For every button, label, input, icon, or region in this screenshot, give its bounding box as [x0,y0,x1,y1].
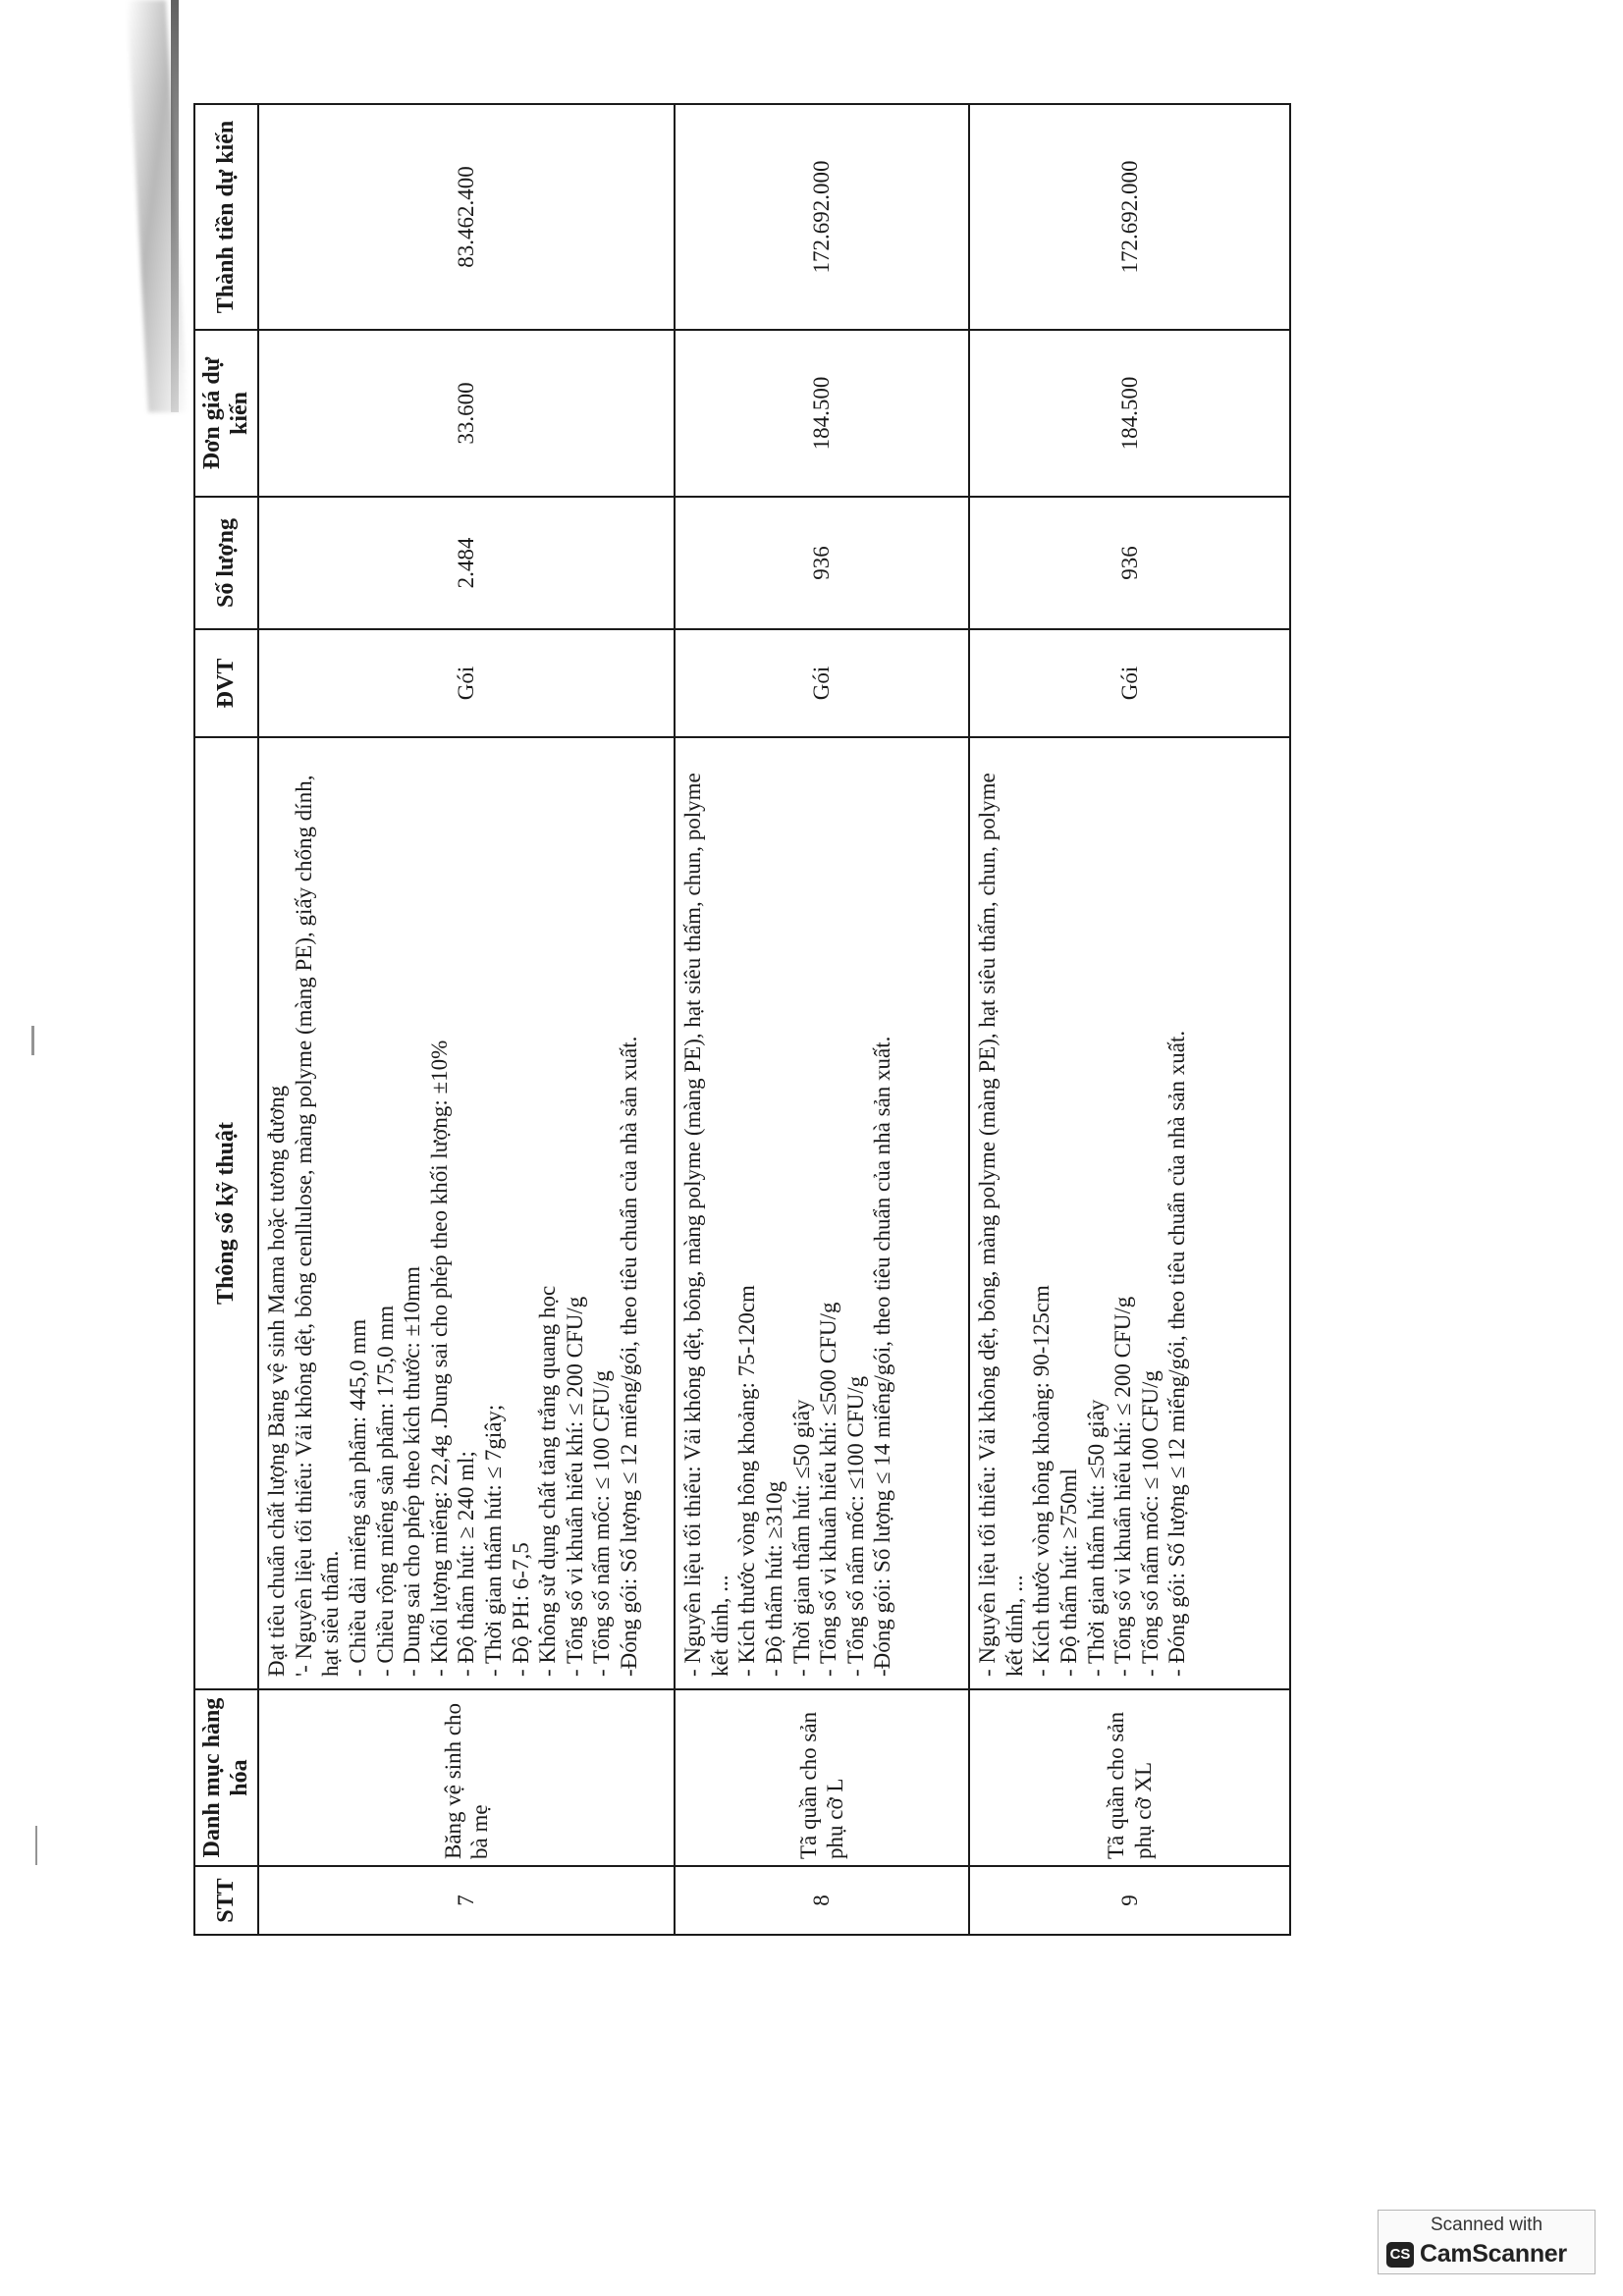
cell-specs [675,737,969,1689]
camscanner-badge [1378,2210,1596,2274]
badge-brand: CamScanner [1420,2240,1567,2268]
cell-qty: 2.484 [258,497,675,629]
header-name: Danh mục hàng hóa [194,1689,258,1866]
spec-line: -Đóng gói: Số lượng ≤ 12 miếng/gói, theo tiêu chuẩn của nhà sản xuất. [616,1036,641,1677]
cell-name: Tã quần cho sản phụ cỡ XL [969,1689,1290,1866]
table-row [969,104,1290,1935]
spec-line: - Đóng gói: Số lượng ≤ 12 miếng/gói, theo tiêu chuẩn của nhà sản xuất. [1164,1030,1190,1677]
cell-stt: 9 [969,1866,1290,1935]
cell-unit: Gói [258,629,675,737]
spec-line: - Độ thấm hút: ≥750ml [1055,1468,1081,1677]
cell-name: Băng vệ sinh cho bà mẹ [258,1689,675,1866]
spec-line: - Kích thước vòng hông khoảng: 90-125cm [1029,1285,1055,1677]
spec-line: - Thời gian thấm hút: ≤50 giây [788,1399,814,1677]
cell-total: 172.692.000 [675,104,969,330]
cell-qty: 936 [675,497,969,629]
spec-line: - Chiều dài miếng sản phẩm: 445,0 mm [345,1318,370,1677]
spec-line: - Độ PH: 6-7,5 [508,1542,533,1677]
header-stt: STT [194,1866,258,1935]
cell-price: 33.600 [258,330,675,497]
cell-unit: Gói [675,629,969,737]
spec-line: Đạt tiêu chuẩn chất lượng Băng vệ sinh Mama hoặc tương đương [264,1085,290,1677]
spec-line: - Dung sai cho phép theo kích thước: ±10mm [400,1266,425,1677]
cell-total: 172.692.000 [969,104,1290,330]
cell-specs [969,737,1290,1689]
spec-line: - Khối lượng miếng: 22,4g .Dung sai cho phép theo khối lượng: ±10% [426,1040,452,1677]
scan-mark [31,1026,34,1055]
product-table [193,103,1291,1936]
table-row [675,104,969,1935]
product-table-rotated [193,105,1288,1936]
spec-line: - Kích thước vòng hông khoảng: 75-120cm [734,1285,760,1677]
spec-line: - Tổng số nấm mốc: ≤ 100 CFU/g [1137,1370,1163,1677]
spec-line: - Tổng số nấm mốc: ≤100 CFU/g [842,1375,868,1677]
camscanner-logo-icon: CS [1386,2242,1414,2268]
spec-line: -Đóng gói: Số lượng ≤ 14 miếng/gói, theo tiêu chuẩn của nhà sản xuất. [870,1036,895,1677]
header-specs: Thông số kỹ thuật [194,737,258,1689]
badge-caption: Scanned with [1430,2215,1543,2235]
cell-total: 83.462.400 [258,104,675,330]
spec-line: - Chiều rộng miếng sản phẩm: 175,0 mm [372,1305,398,1677]
table-row [258,104,675,1935]
spec-line: - Nguyên liệu tối thiểu: Vải không dệt, bông, màng polyme (màng PE), hạt siêu thấm, chun, polyme kết dính, ... [680,773,732,1677]
cell-specs [258,737,675,1689]
header-unit: ĐVT [194,629,258,737]
header-qty: Số lượng [194,497,258,629]
spec-line: - Thời gian thấm hút: ≤50 giây [1083,1399,1109,1677]
scan-edge-line [171,0,179,412]
cell-stt: 7 [258,1866,675,1935]
cell-stt: 8 [675,1866,969,1935]
spec-line: - Thời gian thấm hút: ≤ 7giây; [480,1404,506,1677]
cell-qty: 936 [969,497,1290,629]
spec-line: - Nguyên liệu tối thiểu: Vải không dệt, bông, màng polyme (màng PE), hạt siêu thấm, chun, polyme kết dính, ... [975,773,1027,1677]
header-price: Đơn giá dự kiến [194,330,258,497]
spec-line: - Tổng số nấm mốc: ≤ 100 CFU/g [589,1370,615,1677]
spec-line: - Tổng số vi khuẩn hiếu khí: ≤ 200 CFU/g [562,1296,587,1677]
cell-price: 184.500 [675,330,969,497]
cell-price: 184.500 [969,330,1290,497]
spec-line: - Độ thấm hút: ≥ 240 ml; [454,1451,479,1677]
spec-line: - Tổng số vi khuẩn hiếu khí: ≤ 200 CFU/g [1110,1296,1136,1677]
spec-line: '- Nguyên liệu tối thiểu: Vải không dệt, bông cenllulose, màng polyme (màng PE), giấy chống dính, hạt siêu thấm. [291,774,344,1677]
scan-mark [35,1826,37,1865]
header-total: Thành tiền dự kiến [194,104,258,330]
spec-line: - Không sử dụng chất tăng trắng quang học [535,1285,561,1677]
spec-line: - Độ thấm hút: ≥310g [761,1480,786,1677]
cell-unit: Gói [969,629,1290,737]
spec-line: - Tổng số vi khuẩn hiếu khí: ≤500 CFU/g [816,1302,841,1677]
cell-name: Tã quần cho sản phụ cỡ L [675,1689,969,1866]
